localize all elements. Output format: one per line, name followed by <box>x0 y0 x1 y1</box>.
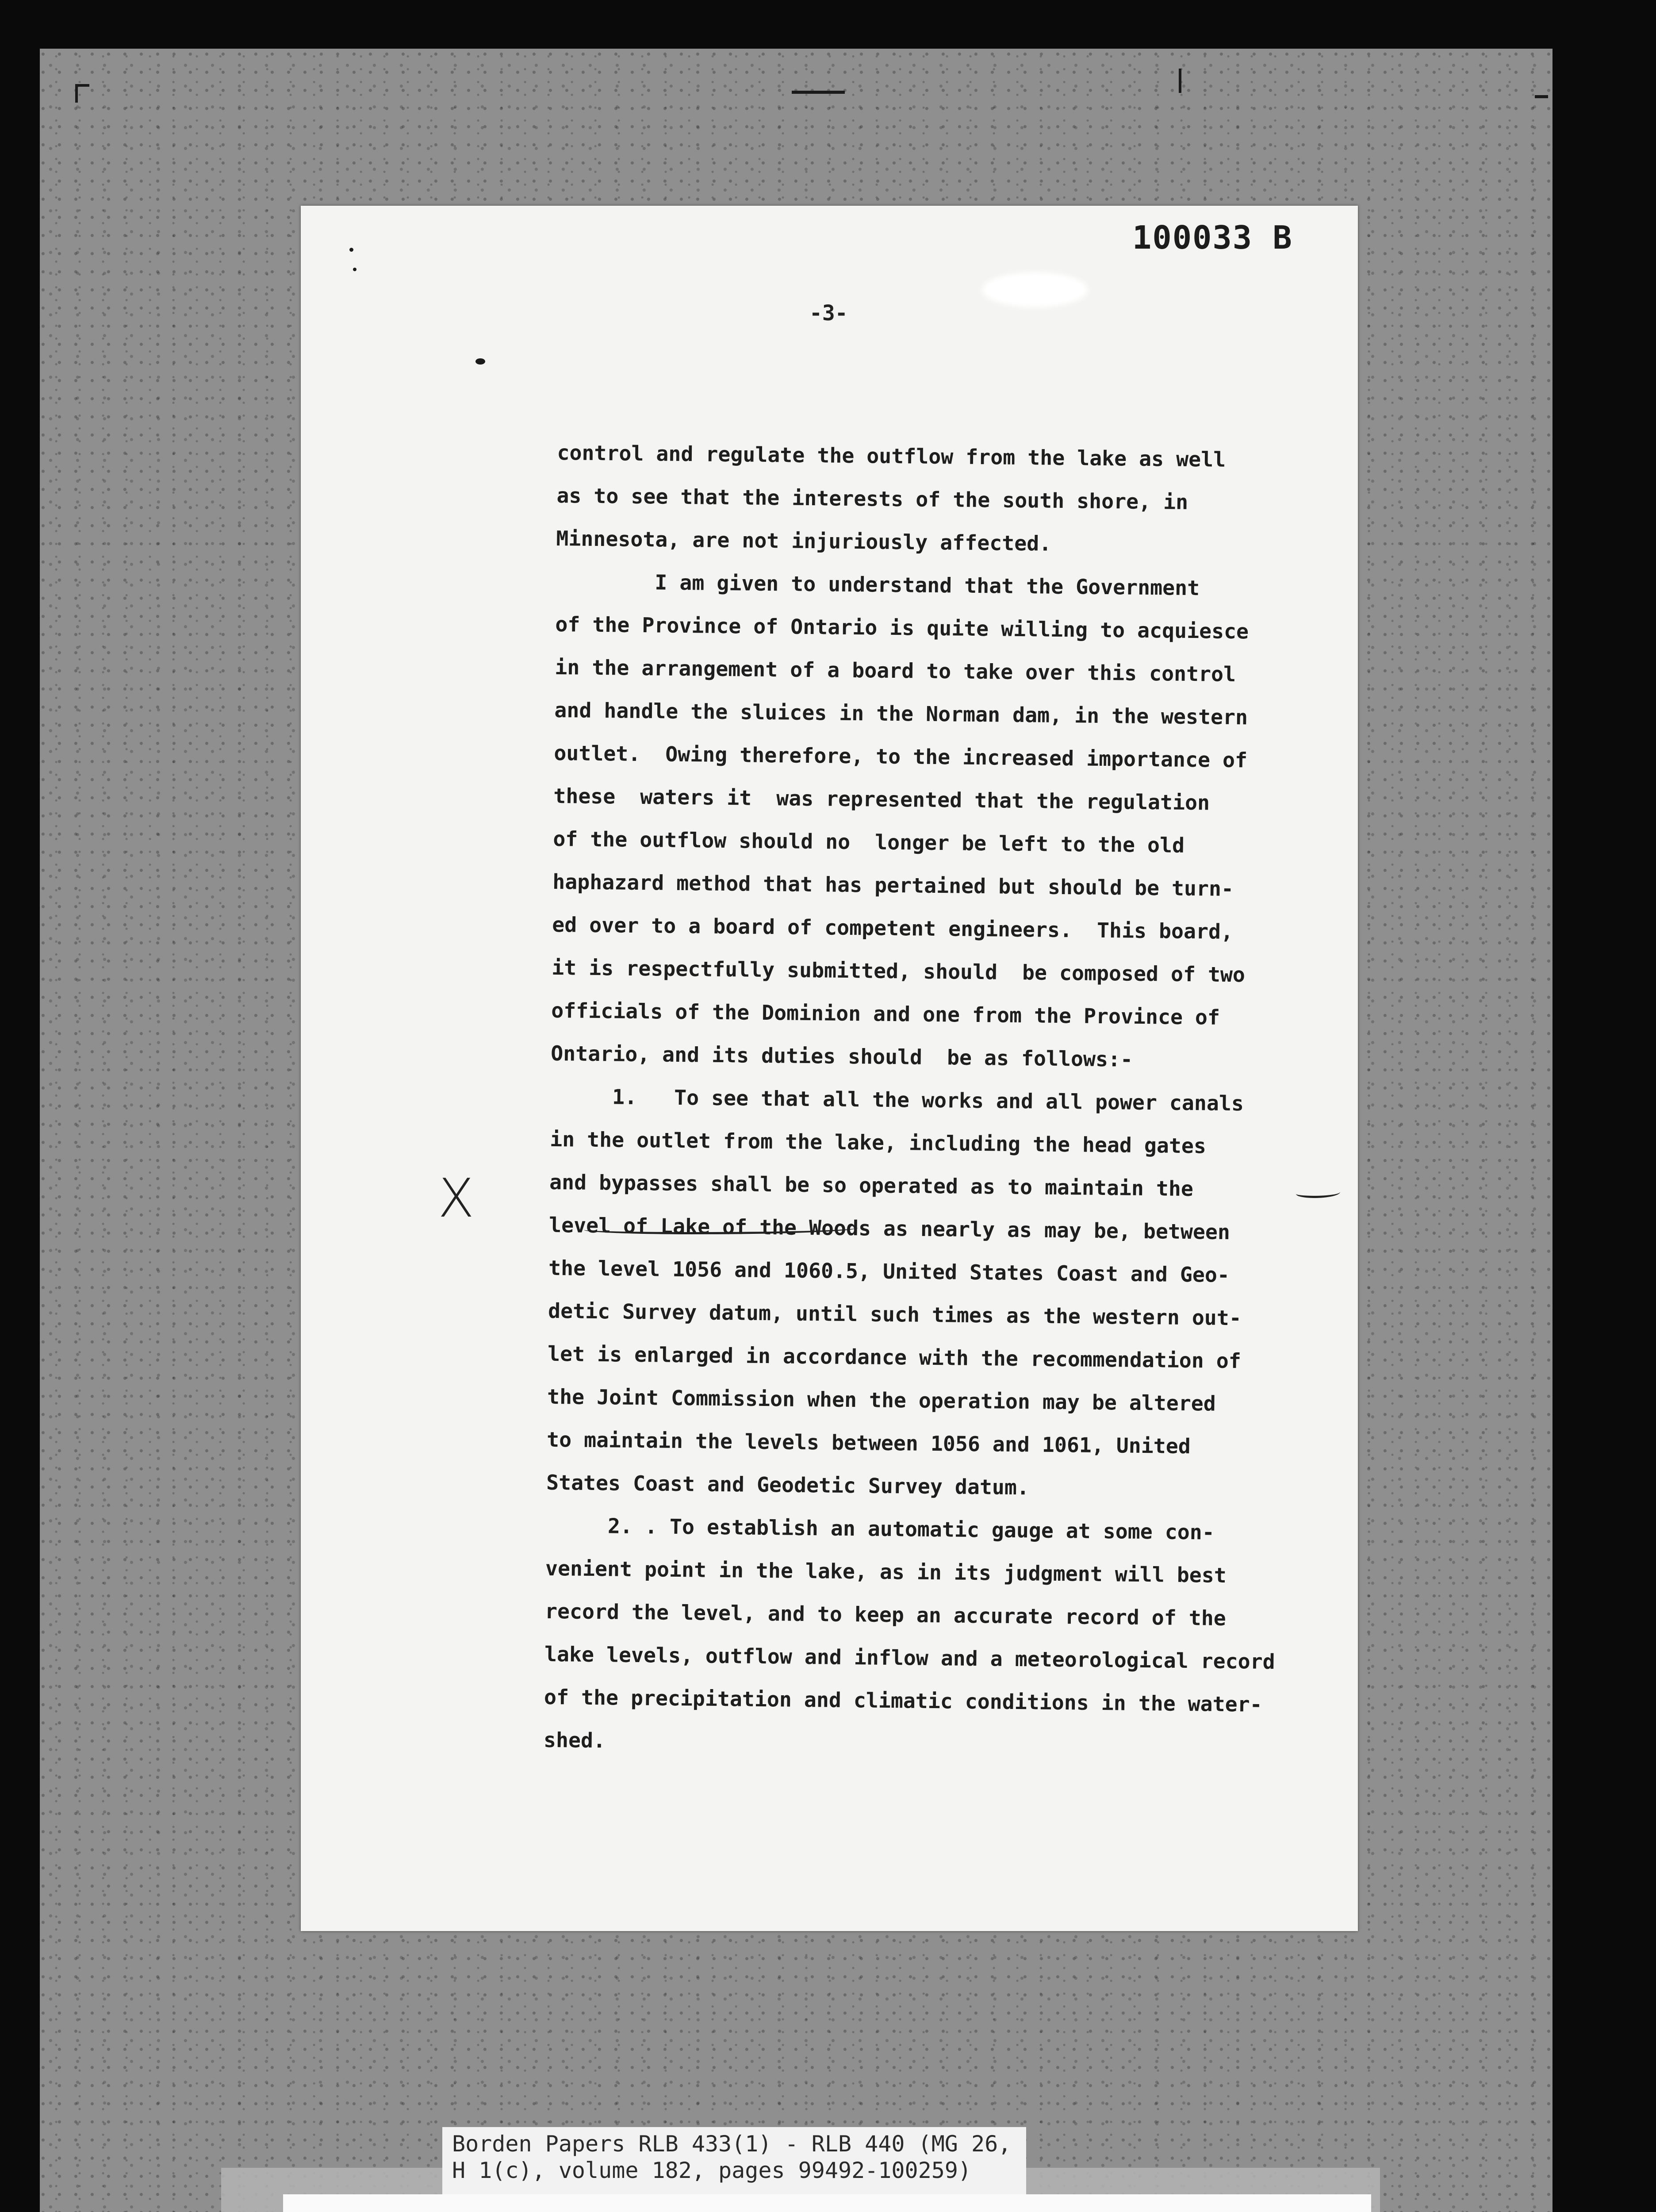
body-line: as to see that the interests of the south shore, in <box>556 483 1188 514</box>
page-number: -3- <box>809 301 848 326</box>
typed-letter-page <box>301 206 1358 1931</box>
body-line: level of Lake of the Woods as nearly as may be, between <box>548 1213 1230 1244</box>
body-line: of the outflow should no longer be left to the old <box>553 826 1185 857</box>
crop-tick-mark <box>792 91 845 94</box>
citation-line: H 1(c), volume 182, pages 99492-100259) <box>452 2158 971 2183</box>
body-line: Ontario, and its duties should be as follows:- <box>550 1041 1133 1071</box>
body-line: outlet. Owing therefore, to the increased importance of <box>554 741 1248 772</box>
body-line: lake levels, outflow and inflow and a meteorological record <box>544 1642 1275 1674</box>
handwritten-underline <box>1296 1188 1340 1198</box>
crop-tick-mark <box>1179 69 1181 93</box>
body-line: it is respectfully submitted, should be composed of two <box>552 955 1246 987</box>
body-line: detic Survey datum, until such times as the western out- <box>548 1298 1242 1330</box>
body-line: to maintain the levels between 1056 and 1061, United <box>546 1427 1191 1459</box>
body-line: venient point in the lake, as in its judgment will best <box>545 1556 1227 1587</box>
body-line: Minnesota, are not injuriously affected. <box>556 526 1052 556</box>
letter-body <box>544 431 1327 1770</box>
body-line: the level 1056 and 1060.5, United States Coast and Geo- <box>548 1256 1230 1287</box>
body-line: 2. . To establish an automatic gauge at some con- <box>545 1513 1215 1544</box>
archive-stamp-number: 100033 B <box>1132 219 1293 256</box>
ink-speck <box>475 358 485 365</box>
archive-label-card <box>283 2194 1371 2212</box>
ink-speck <box>349 248 353 252</box>
margin-x-mark: X <box>438 1168 475 1229</box>
body-line: haphazard method that has pertained but should be turn- <box>552 869 1234 901</box>
body-line: let is enlarged in accordance with the recommendation of <box>547 1341 1242 1373</box>
ink-speck <box>353 268 356 271</box>
body-line: States Coast and Geodetic Survey datum. <box>546 1470 1030 1500</box>
body-line: I am given to understand that the Government <box>556 569 1200 600</box>
body-line: and bypasses shall be so operated as to maintain the <box>549 1170 1194 1201</box>
body-line: in the arrangement of a board to take over this control <box>555 655 1236 687</box>
body-line: officials of the Dominion and one from the Province of <box>551 998 1220 1029</box>
body-line: 1. To see that all the works and all power canals <box>550 1084 1244 1116</box>
body-line: ed over to a board of competent engineers. This board, <box>552 912 1234 944</box>
crop-corner-mark <box>75 84 89 103</box>
body-line: the Joint Commission when the operation may be altered <box>547 1384 1216 1416</box>
crop-tick-mark <box>1535 95 1548 98</box>
body-line: of the Province of Ontario is quite willing to acquiesce <box>555 612 1249 644</box>
body-line: in the outlet from the lake, including the head gates <box>549 1127 1207 1158</box>
body-line: these waters it was represented that the regulation <box>553 783 1210 815</box>
paper-blot <box>982 272 1088 307</box>
citation-line: Borden Papers RLB 433(1) - RLB 440 (MG 26, <box>452 2131 1012 2157</box>
body-line: shed. <box>543 1728 606 1753</box>
body-line: control and regulate the outflow from the lake as well <box>557 440 1226 472</box>
body-line: and handle the sluices in the Norman dam, in the western <box>554 698 1248 730</box>
body-line: record the level, and to keep an accurate record of the <box>544 1599 1227 1630</box>
body-line: of the precipitation and climatic conditions in the water- <box>544 1685 1262 1717</box>
